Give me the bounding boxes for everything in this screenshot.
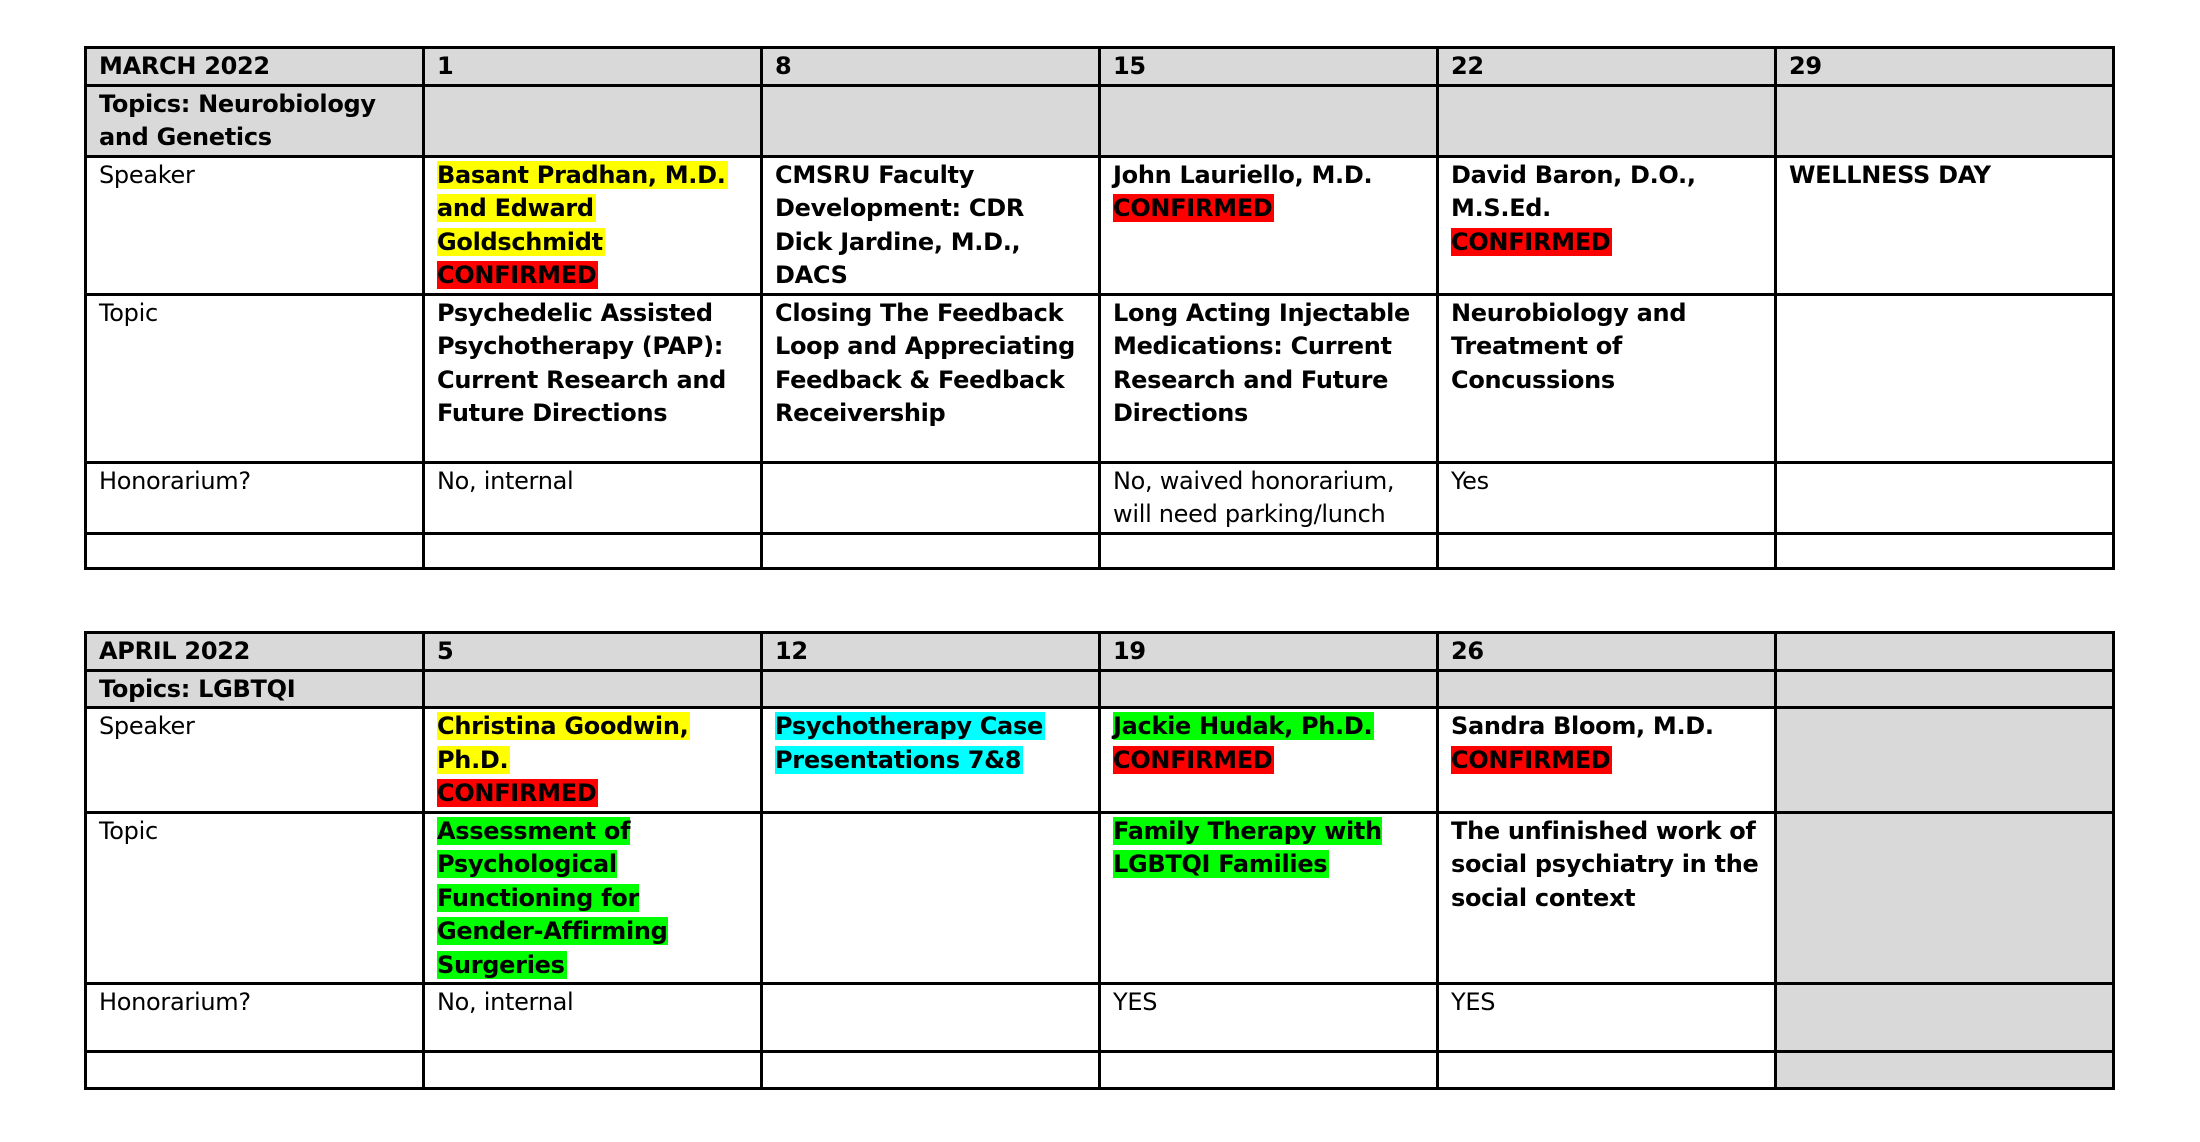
topic-text: Closing The Feedback Loop and Appreciating Feedback & Feedback Receivership — [775, 298, 1075, 427]
speaker-name — [1451, 159, 1762, 226]
speaker-cell — [1438, 156, 1776, 294]
speaker-line-text: WELLNESS DAY — [1789, 160, 1991, 189]
topic-cell — [424, 294, 762, 462]
speaker-line-text: Goldschmidt — [437, 227, 603, 256]
empty-cell — [86, 1052, 424, 1089]
honorarium-cell — [1776, 462, 2114, 533]
speaker-line-text: and Edward — [437, 194, 594, 222]
topic-cell — [1100, 294, 1438, 462]
empty-cell — [86, 533, 424, 568]
row-label-speaker: Speaker — [86, 156, 424, 294]
april-speaker-row — [86, 708, 2114, 813]
empty-cell — [424, 533, 762, 568]
confirmed-badge — [1451, 226, 1762, 260]
speaker-line-text: CONFIRMED — [1113, 194, 1273, 222]
topics-cell — [762, 85, 1100, 156]
speaker-cell — [1100, 156, 1438, 294]
speaker-line-text: Jackie Hudak, Ph.D. — [1113, 712, 1373, 740]
speaker-line-text: CONFIRMED — [437, 261, 597, 289]
topic-cell — [1438, 294, 1776, 462]
april-topics-row — [86, 670, 2114, 708]
speaker-name — [775, 159, 1086, 293]
march-empty-row — [86, 533, 2114, 568]
honorarium-cell: No, internal — [424, 984, 762, 1052]
date-header: 12 — [762, 633, 1100, 671]
date-header — [1776, 633, 2114, 671]
topics-cell — [1100, 85, 1438, 156]
honorarium-cell: Yes — [1438, 462, 1776, 533]
topic-text: The unfinished work of social psychiatry in the social context — [1451, 816, 1759, 912]
speaker-name — [775, 710, 1086, 777]
speaker-line-text: CMSRU Faculty Development: CDR Dick Jardine, M.D., DACS — [775, 160, 1025, 289]
topic-text: Family Therapy with LGBTQI Families — [1113, 816, 1382, 878]
empty-cell — [762, 1052, 1100, 1089]
confirmed-badge — [1113, 744, 1424, 778]
empty-cell — [1438, 533, 1776, 568]
speaker-name — [1451, 710, 1762, 744]
grayed-out-cell — [1776, 708, 2114, 813]
month-label: APRIL 2022 — [86, 633, 424, 671]
speaker-cell — [762, 156, 1100, 294]
topic-text: Psychedelic Assisted Psychotherapy (PAP): Current Research and Future Directions — [437, 298, 727, 427]
date-header: 22 — [1438, 48, 1776, 86]
speaker-name — [437, 192, 748, 226]
speaker-line-text: Basant Pradhan, M.D. — [437, 160, 726, 189]
speaker-line-text: Christina Goodwin, Ph.D. — [437, 712, 689, 774]
april-schedule-table — [84, 631, 2115, 1090]
empty-cell — [1100, 1052, 1438, 1089]
empty-cell — [1100, 533, 1438, 568]
topics-cell — [424, 670, 762, 708]
speaker-line-text: David Baron, D.O., M.S.Ed. — [1451, 160, 1696, 222]
topic-cell — [1438, 812, 1776, 984]
empty-cell — [762, 533, 1100, 568]
row-label-honorarium: Honorarium? — [86, 984, 424, 1052]
confirmed-badge — [1113, 192, 1424, 226]
speaker-line-text: CONFIRMED — [1451, 227, 1611, 256]
date-header: 15 — [1100, 48, 1438, 86]
empty-cell — [1776, 533, 2114, 568]
speaker-line-text: Sandra Bloom, M.D. — [1451, 712, 1714, 740]
date-header: 26 — [1438, 633, 1776, 671]
topic-text: Neurobiology and Treatment of Concussions — [1451, 298, 1687, 394]
month-label: MARCH 2022 — [86, 48, 424, 86]
speaker-name — [1113, 159, 1424, 193]
speaker-cell — [1100, 708, 1438, 813]
speaker-line-text: John Lauriello, M.D. — [1113, 160, 1373, 189]
grayed-out-cell — [1776, 812, 2114, 984]
empty-cell — [424, 1052, 762, 1089]
confirmed-badge — [1451, 744, 1762, 778]
march-speaker-row — [86, 156, 2114, 294]
speaker-cell — [1776, 156, 2114, 294]
march-honorarium-row — [86, 462, 2114, 533]
topic-cell — [1100, 812, 1438, 984]
topic-cell — [1776, 294, 2114, 462]
topics-label: Topics: Neurobiology and Genetics — [86, 85, 424, 156]
april-topic-row — [86, 812, 2114, 984]
march-date-header-row — [86, 48, 2114, 86]
speaker-cell — [1438, 708, 1776, 813]
speaker-name — [437, 226, 748, 260]
honorarium-cell — [762, 462, 1100, 533]
topic-cell — [762, 294, 1100, 462]
honorarium-cell: No, internal — [424, 462, 762, 533]
row-label-topic: Topic — [86, 812, 424, 984]
april-honorarium-row — [86, 984, 2114, 1052]
speaker-line-text: Psychotherapy Case Presentations 7&8 — [775, 712, 1043, 774]
date-header: 29 — [1776, 48, 2114, 86]
speaker-name — [1113, 710, 1424, 744]
speaker-line-text: CONFIRMED — [437, 779, 597, 807]
april-empty-row — [86, 1052, 2114, 1089]
topics-cell — [1776, 85, 2114, 156]
confirmed-badge — [437, 777, 748, 811]
topics-cell — [1100, 670, 1438, 708]
row-label-topic: Topic — [86, 294, 424, 462]
honorarium-cell — [762, 984, 1100, 1052]
speaker-name — [437, 159, 748, 193]
speaker-line-text: CONFIRMED — [1113, 745, 1273, 774]
topics-cell — [1438, 670, 1776, 708]
row-label-honorarium: Honorarium? — [86, 462, 424, 533]
topics-cell — [424, 85, 762, 156]
topic-cell — [762, 812, 1100, 984]
date-header: 5 — [424, 633, 762, 671]
date-header: 8 — [762, 48, 1100, 86]
date-header: 19 — [1100, 633, 1438, 671]
honorarium-cell: No, waived honorarium, will need parking/lunch — [1100, 462, 1438, 533]
march-schedule-table — [84, 46, 2115, 570]
topics-cell — [1776, 670, 2114, 708]
speaker-cell — [762, 708, 1100, 813]
grayed-out-cell — [1776, 1052, 2114, 1089]
speaker-name — [437, 710, 748, 777]
grayed-out-cell — [1776, 984, 2114, 1052]
speaker-cell — [424, 156, 762, 294]
empty-cell — [1438, 1052, 1776, 1089]
speaker-name — [1789, 159, 2100, 193]
speaker-cell — [424, 708, 762, 813]
speaker-line-text: CONFIRMED — [1451, 745, 1611, 774]
date-header: 1 — [424, 48, 762, 86]
topic-text: Assessment of Psychological Functioning for Gender-Affirming Surgeries — [437, 816, 668, 979]
topics-cell — [1438, 85, 1776, 156]
honorarium-cell: YES — [1438, 984, 1776, 1052]
confirmed-badge — [437, 259, 748, 293]
topics-cell — [762, 670, 1100, 708]
topic-text: Long Acting Injectable Medications: Current Research and Future Directions — [1113, 298, 1411, 427]
topic-cell — [424, 812, 762, 984]
march-topic-row — [86, 294, 2114, 462]
topics-label: Topics: LGBTQI — [86, 670, 424, 708]
row-label-speaker: Speaker — [86, 708, 424, 813]
march-topics-row — [86, 85, 2114, 156]
april-date-header-row — [86, 633, 2114, 671]
honorarium-cell: YES — [1100, 984, 1438, 1052]
